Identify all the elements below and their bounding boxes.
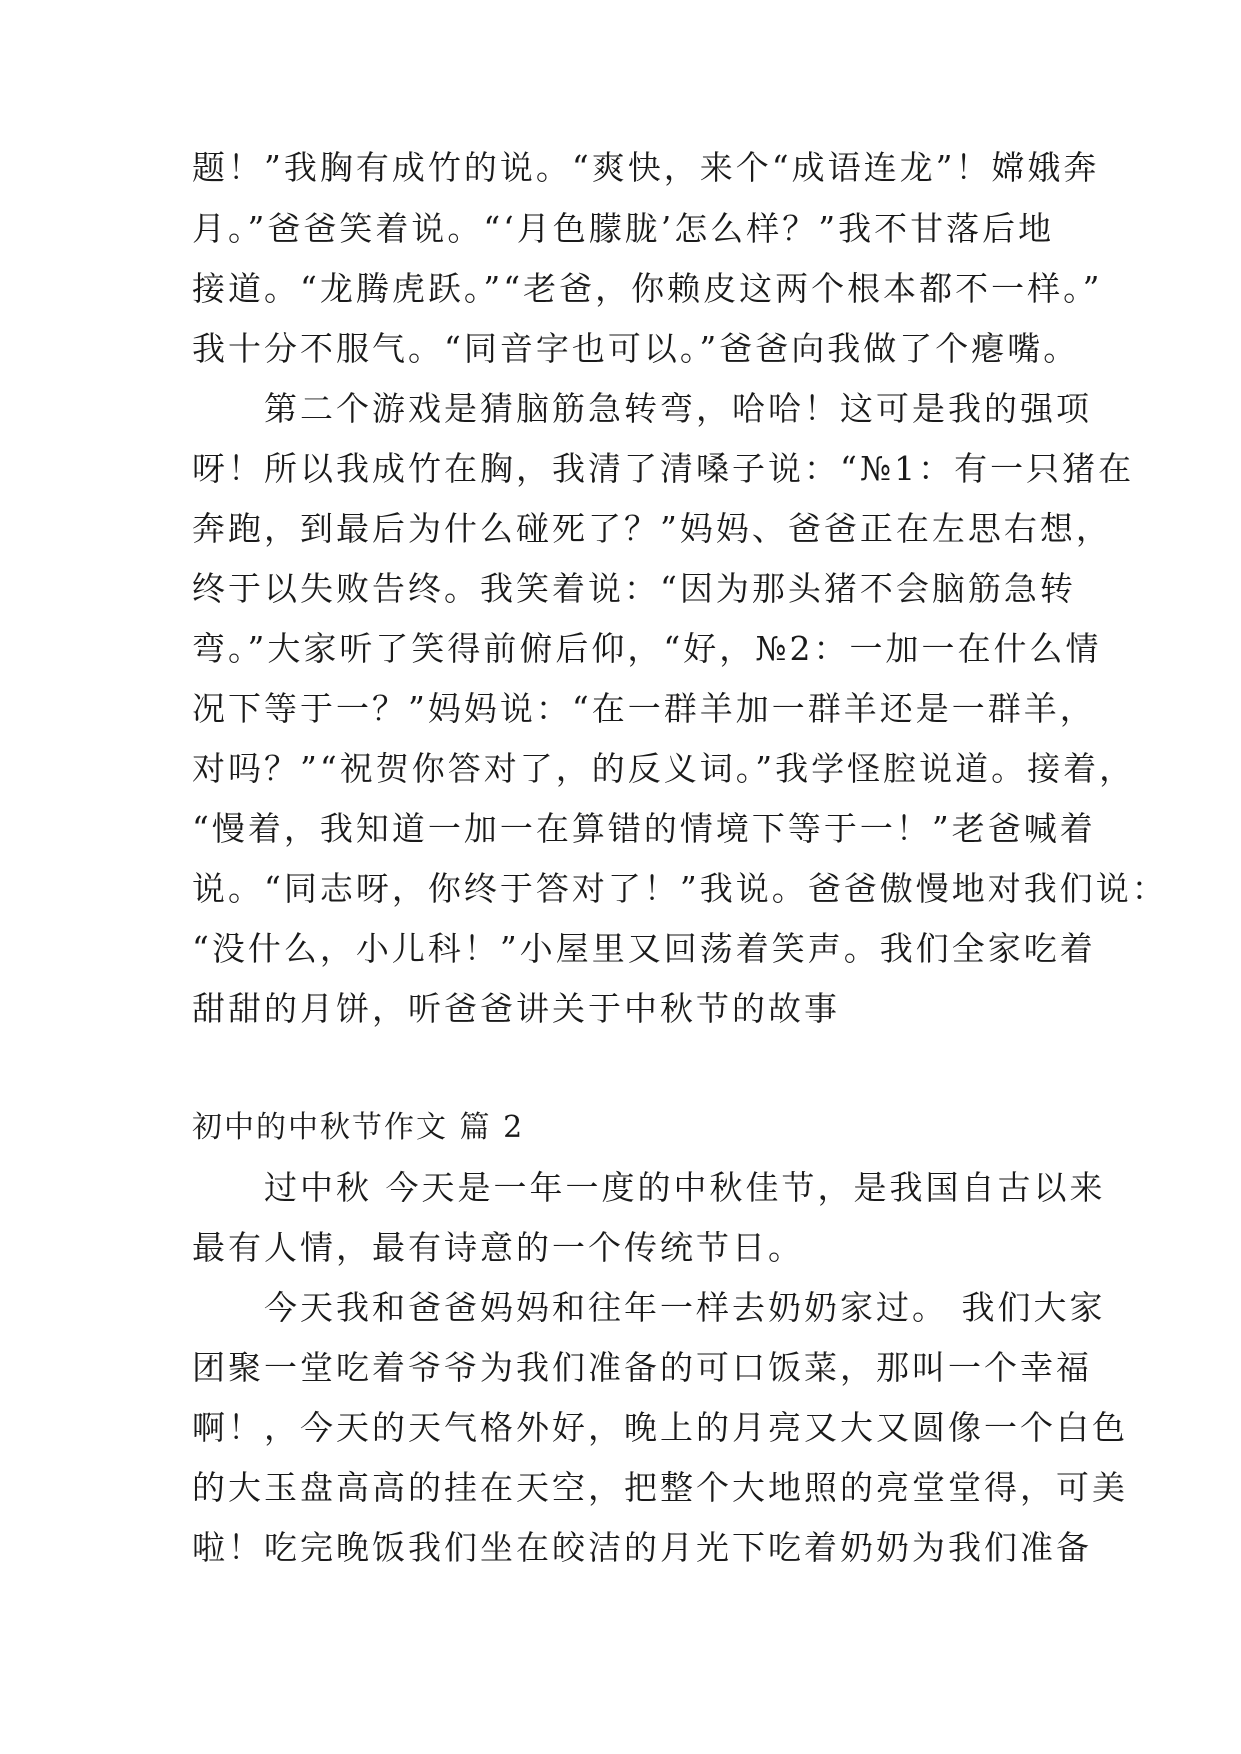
text-line: 接道。“龙腾虎跃。”“老爸，你赖皮这两个根本都不一样。”: [192, 269, 1103, 308]
section-heading: 初中的中秋节作文 篇 2: [192, 1110, 525, 1145]
text-line: “慢着，我知道一加一在算错的情境下等于一！”老爸喊着: [192, 809, 1096, 848]
text-line: “没什么，小儿科！”小屋里又回荡着笑声。我们全家吃着: [192, 929, 1096, 968]
text-line: 题！”我胸有成竹的说。“爽快，来个“成语连龙”！嫦娥奔: [192, 148, 1100, 187]
text-line: 今天我和爸爸妈妈和往年一样去奶奶家过。 我们大家: [192, 1288, 1106, 1327]
text-line: 最有人情，最有诗意的一个传统节日。: [192, 1228, 804, 1267]
text-line: 第二个游戏是猜脑筋急转弯，哈哈！这可是我的强项: [192, 389, 1092, 428]
text-line: 甜甜的月饼，听爸爸讲关于中秋节的故事: [192, 989, 840, 1028]
text-line: 对吗？”“祝贺你答对了，的反义词。”我学怪腔说道。接着，: [192, 749, 1136, 788]
text-line: 弯。”大家听了笑得前俯后仰，“好，№2：一加一在什么情: [192, 629, 1102, 668]
text-line: 奔跑，到最后为什么碰死了？”妈妈、爸爸正在左思右想，: [192, 509, 1112, 548]
text-line: 团聚一堂吃着爷爷为我们准备的可口饭菜，那叫一个幸福: [192, 1348, 1092, 1387]
text-line: 啦！吃完晚饭我们坐在皎洁的月光下吃着奶奶为我们准备: [192, 1528, 1092, 1567]
text-line: 我十分不服气。“同音字也可以。”爸爸向我做了个瘪嘴。: [192, 329, 1080, 368]
text-line: 终于以失败告终。我笑着说：“因为那头猪不会脑筋急转: [192, 569, 1076, 608]
text-line: 呀！所以我成竹在胸，我清了清嗓子说：“№1：有一只猪在: [192, 449, 1135, 488]
text-line: 月。”爸爸笑着说。“‘月色朦胧’怎么样？”我不甘落后地: [192, 209, 1055, 248]
text-line: 过中秋 今天是一年一度的中秋佳节，是我国自古以来: [192, 1168, 1106, 1207]
text-line: 啊！，今天的天气格外好，晚上的月亮又大又圆像一个白色: [192, 1408, 1128, 1447]
text-line: 况下等于一？”妈妈说：“在一群羊加一群羊还是一群羊，: [192, 689, 1096, 728]
text-line: 说。“同志呀，你终于答对了！”我说。爸爸傲慢地对我们说：: [192, 869, 1168, 908]
text-line: 的大玉盘高高的挂在天空，把整个大地照的亮堂堂得，可美: [192, 1468, 1128, 1507]
